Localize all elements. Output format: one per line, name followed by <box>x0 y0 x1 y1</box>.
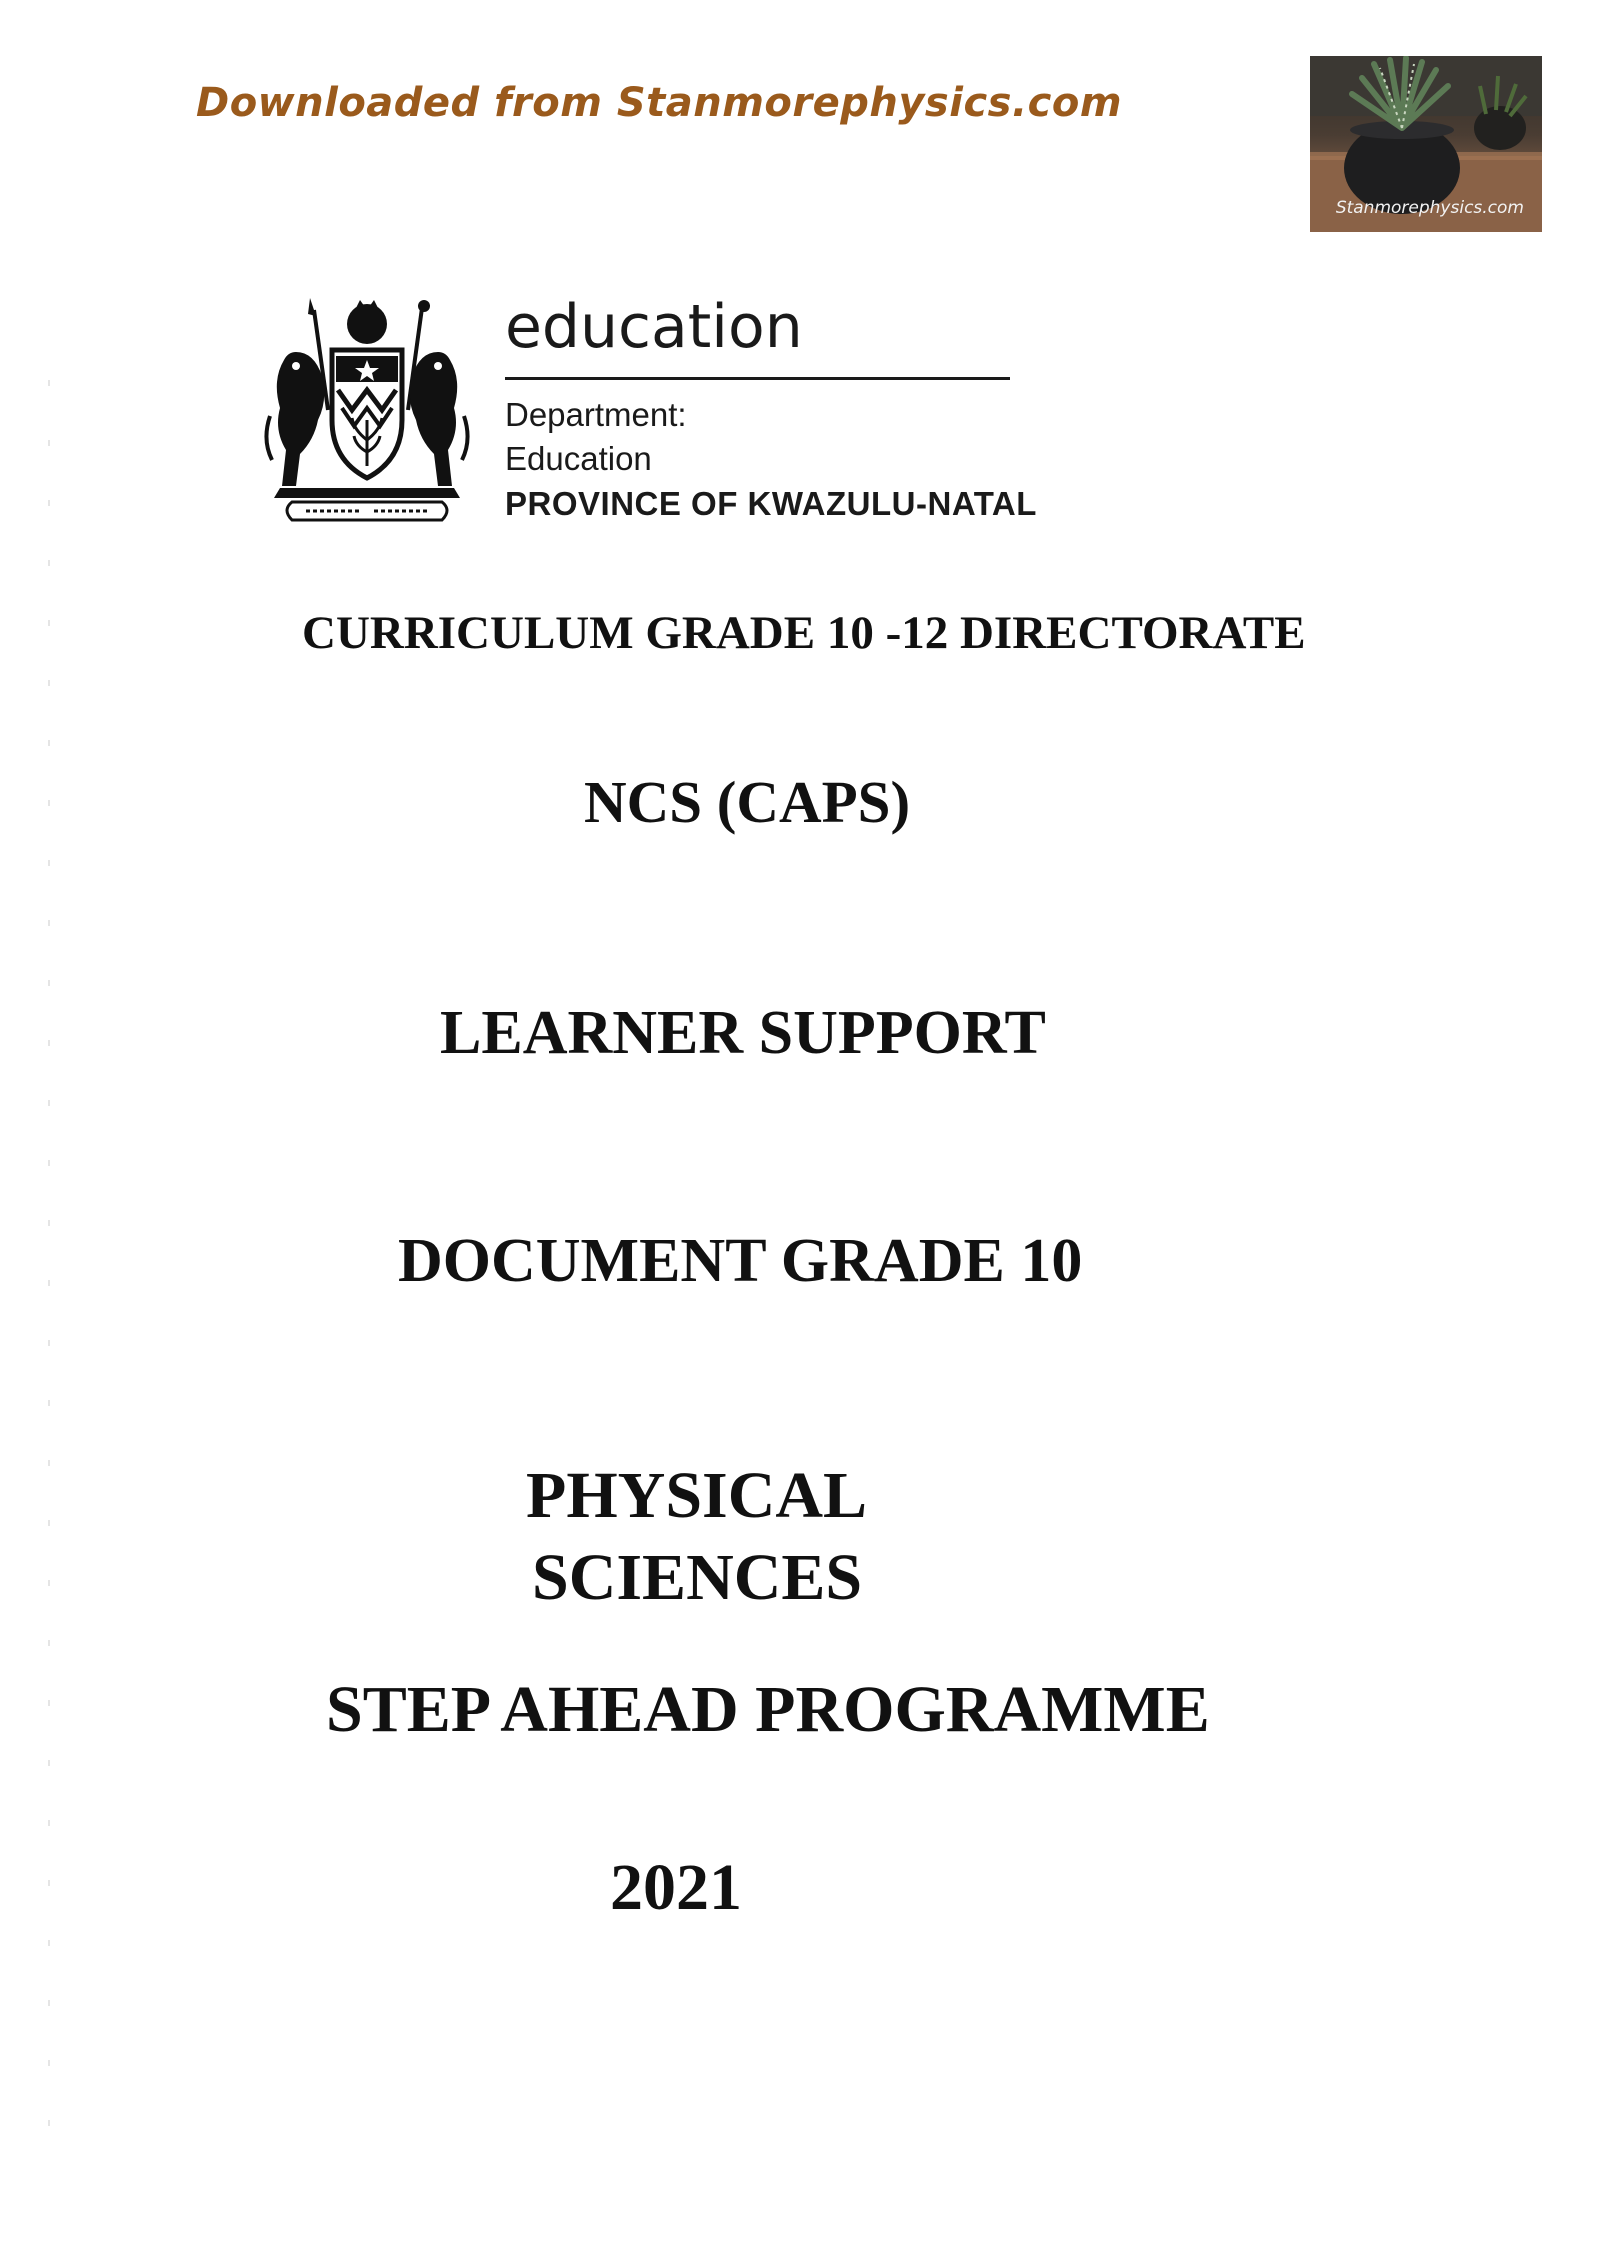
department-name: Education <box>505 440 652 477</box>
scan-edge-artifact <box>48 380 50 2180</box>
logo-divider <box>505 377 1010 380</box>
subject-heading-line1: PHYSICAL <box>526 1459 868 1532</box>
coat-of-arms-icon <box>262 290 472 530</box>
download-watermark: Downloaded from Stanmorephysics.com <box>196 80 1123 126</box>
province-name: PROVINCE OF KWAZULU-NATAL <box>505 485 1037 522</box>
document-type-heading-line1: LEARNER SUPPORT <box>440 999 1046 1067</box>
year-heading: 2021 <box>610 1851 742 1924</box>
document-type-heading-line2: DOCUMENT GRADE 10 <box>398 1227 1083 1295</box>
education-wordmark: education <box>505 292 803 362</box>
department-label: Department: <box>505 396 687 433</box>
curriculum-heading: NCS (CAPS) <box>584 769 911 835</box>
programme-heading: STEP AHEAD PROGRAMME <box>326 1673 1210 1746</box>
directorate-heading: CURRICULUM GRADE 10 -12 DIRECTORATE <box>302 607 1306 659</box>
brand-photo-caption: Stanmorephysics.com <box>1335 198 1524 218</box>
brand-photo <box>1310 56 1542 232</box>
subject-heading-line2: SCIENCES <box>532 1541 863 1614</box>
